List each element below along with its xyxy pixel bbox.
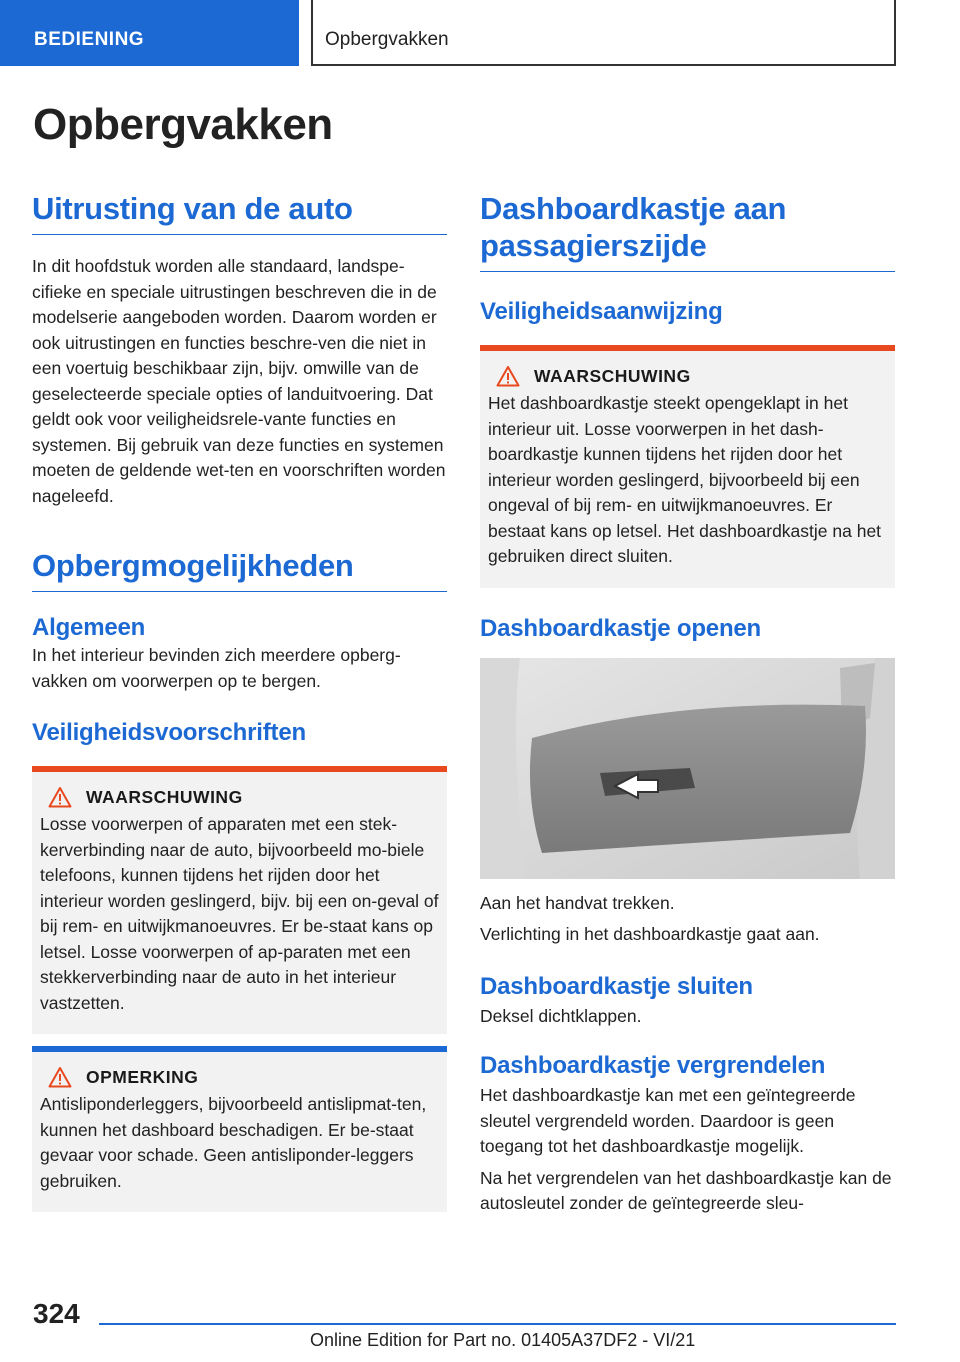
open-step-2: Verlichting in het dashboardkastje gaat aan. bbox=[480, 924, 820, 944]
glovebox-warning-title bbox=[488, 365, 887, 387]
page-number: 324 bbox=[33, 1298, 80, 1329]
glovebox-photo bbox=[480, 658, 895, 879]
subsection-title-close: Dashboardkastje sluiten bbox=[480, 972, 753, 1000]
note-label: OPMERKING bbox=[86, 1066, 199, 1087]
page-header bbox=[0, 0, 960, 66]
header-section-label: BEDIENING bbox=[0, 0, 299, 66]
header-chapter-label: Opbergvakken bbox=[311, 0, 896, 66]
glovebox-warning-box bbox=[480, 345, 895, 588]
glovebox-warning-text: Het dashboardkastje steekt opengeklapt in het interieur uit. Losse voorwerpen in het dash-boardkastje kunnen tijdens het rijden door het interieur worden geslingerd, bijvoorbeeld bij een ongeval of bij rem- en uitwijkmanoeuvres. Er bestaat kans op letsel. Het dashboardkastje na het gebruiken direct sluiten. bbox=[488, 393, 882, 566]
general-paragraph: In het interieur bevinden zich meerdere opberg-vakken om voorwerpen op te bergen. bbox=[32, 645, 401, 691]
warning-triangle-icon bbox=[496, 365, 520, 387]
note-text: Antisliponderleggers, bijvoorbeeld antislipmat-ten, kunnen het dashboard beschadigen. Er be-staat gevaar voor schade. Geen antisliponder-leggers gebruiken. bbox=[40, 1094, 427, 1191]
close-paragraph: Deksel dichtklappen. bbox=[480, 1005, 642, 1026]
subsection-title-lock: Dashboardkastje vergrendelen bbox=[480, 1052, 826, 1079]
warning-triangle-icon bbox=[48, 1066, 72, 1088]
lock-paragraph-2: Na het vergrendelen van het dashboardkastje kan de autosleutel zonder de geïntegreerde sleu- bbox=[480, 1167, 892, 1213]
warning-triangle-icon bbox=[48, 786, 72, 808]
warning-text: Losse voorwerpen of apparaten met een stek-kerverbinding naar de auto, bijvoorbeeld mo-biele telefoons, kunnen tijdens het rijden door het interieur worden geslingerd, bijv. bij een on-geval of bij rem- en uitwijkmanoeuvres. Er be-staat kans op letsel. Losse voorwerpen of ap-paraten met een stekkerverbinding naar de auto in het interieur vastzetten. bbox=[40, 814, 439, 1013]
warning-box-title bbox=[40, 786, 439, 808]
subsection-title-general: Algemeen bbox=[32, 614, 146, 641]
subsection-title-safety-note: Veiligheidsaanwijzing bbox=[480, 298, 723, 325]
page-title: Opbergvakken bbox=[33, 100, 333, 149]
section-title-storage: Opbergmogelijkheden bbox=[32, 547, 447, 592]
equipment-paragraph: In dit hoofdstuk worden alle standaard, landspe-cifieke en speciale uitrustingen beschreven die in de modelserie aangeboden worden. Daarom worden er ook uitrustingen en functies beschre-ven die niet in een voertuig beschikbaar zijn, bijv. omwille van de geselecteerde speciale opties of landuitvoering. Dat geldt ook voor veiligheidsrele-vante functies en systemen. Bij gebruik van deze functies en systemen moeten de geldende wet-ten en voorschriften worden nageleefd. bbox=[32, 256, 446, 506]
lock-paragraph-1: Het dashboardkastje kan met een geïntegreerde sleutel vergrendeld worden. Daardoor is geen toegang tot het dashboardkastje mogelijk. bbox=[480, 1085, 856, 1156]
section-title-equipment: Uitrusting van de auto bbox=[32, 190, 447, 235]
right-column bbox=[480, 190, 895, 1217]
left-column bbox=[32, 190, 447, 1212]
open-step-1: Aan het handvat trekken. bbox=[480, 892, 675, 913]
glovebox-warning-label: WAARSCHUWING bbox=[534, 365, 691, 386]
warning-box bbox=[32, 766, 447, 1034]
note-box bbox=[32, 1046, 447, 1212]
footer-edition: Online Edition for Part no. 01405A37DF2 - VI/21 bbox=[310, 1330, 696, 1350]
subsection-title-open: Dashboardkastje openen bbox=[480, 614, 762, 642]
warning-label: WAARSCHUWING bbox=[86, 786, 243, 807]
note-box-title bbox=[40, 1066, 439, 1088]
section-title-glovebox: Dashboardkastje aan passagierszijde bbox=[480, 190, 895, 272]
footer-divider bbox=[99, 1323, 896, 1325]
subsection-title-safety: Veiligheidsvoorschriften bbox=[32, 719, 306, 746]
